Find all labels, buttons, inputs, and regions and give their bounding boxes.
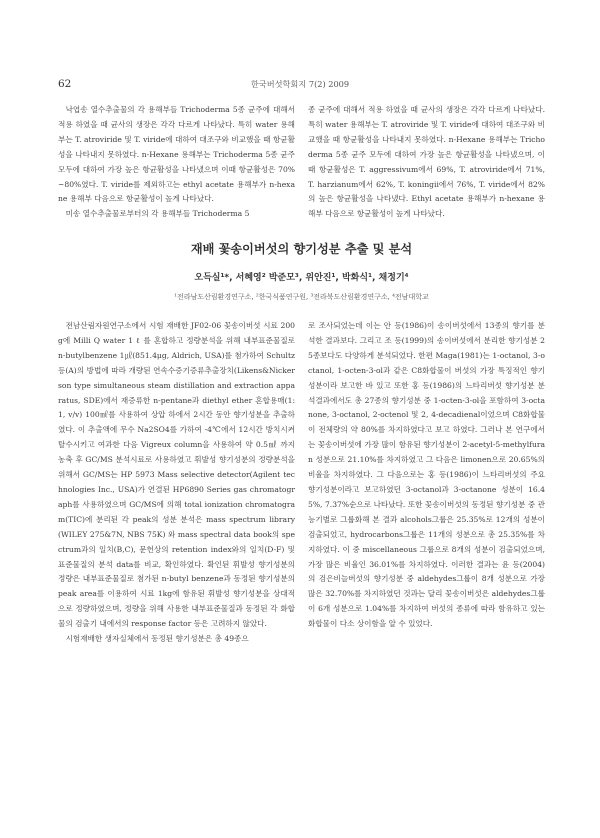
affiliation-list: ¹전라남도산림환경연구소, ²한국식품연구원, ³전라북도산림환경연구소, ⁴전남대학교 bbox=[174, 293, 429, 301]
running-header bbox=[58, 78, 542, 92]
previous-abstract-right-column bbox=[308, 103, 545, 222]
paragraph: 종 균주에 대해서 적용 하였을 때 균사의 생장은 각각 다르게 나타났다. 특히 water 용해부는 T. atroviride 및 T. viride에 대하여 대조구와 비교했을 때 항균활성을 나타내지 못하였다. n-Hexane 용해부는 Trichoderma 5종 균주 모두에 대하여 가장 높은 항균활성을 나타냈으며, 이때 항균활성은 T. aggressivum에서 69%, T. atroviride에서 71%, T. harzianum에서 62%, T. koningii에서 76%, T. viride에서 82%의 높은 항균활성을 나타냈다. Ethyl acetate 용해부가 n-hexane 용해부 다음으로 항균활성이 높게 나타났다. bbox=[308, 105, 545, 219]
author-list: 오득실¹*, 서혜영² 박준모³, 위안진¹, 박화식¹, 채정기⁴ bbox=[194, 273, 409, 283]
paragraph: 전남산림자원연구소에서 시험 재배한 JF02-06 꽃송이버섯 시료 200g에 Milli Q water 1 ℓ 를 혼합하고 정량분석을 위해 내부표준물질로 n-butylbenzene 1㎕(851.4μg, Aldrich, USA)를 첨가하여 Schultz 등(A)의 방법에 따라 개량된 연속수증기증류추출장치(Likens&Nickerson type simultaneous steam distillation and extraction apparatus, SDE)에서 재증류한 n-pentane과 diethyl ether 혼합용매(1:1, v/v) 100㎖를 사용하여 상압 하에서 2시간 동안 향기성분을 추출하였다. 이 추출액에 무수 Na2SO4를 가하여 -4℃에서 12시간 방치시켜 탈수시키고 여과한 다음 Vigreux column을 사용하여 약 0.5㎖ 까지 농축 후 GC/MS 분석시료로 사용하였고 휘발성 향기성분의 정량분석을 위해서 GC/MS는 HP 5973 Mass selective detector(Agilent technologies Inc., USA)가 연결된 HP6890 Series gas chromatograph를 사용하였으며 GC/MS에 의해 total ionization chromatogram(TIC)에 분리된 각 peak의 성분 분석은 mass spectrum library(WILEY 275&7N, NBS 75K) 와 mass spectral data book의 spectrum과의 일치(B,C), 문헌상의 retention index와의 일치(D-F) 및 표준물질의 분석 data를 비교, 확인하였다. 확인된 휘발성 향기성분의 정량은 내부표준물질로 첨가된 n-butyl benzene과 동정된 향기성분의 peak area를 이용하여 시료 1kg에 함유된 휘발성 향기성분을 상대적으로 정량하였으며, 정량을 위해 사용한 내부표준물질과 동정된 각 화합물의 검출기 내에서의 response factor 등은 고려하지 않았다. bbox=[58, 321, 295, 629]
abstract-left-column bbox=[58, 319, 295, 647]
abstract-right-column bbox=[308, 319, 545, 632]
paragraph: 미송 열수추출물로부터의 각 용해부들 Trichoderma 5 bbox=[65, 209, 250, 219]
abstract-title: 재배 꽃송이버섯의 향기성분 추출 및 분석 bbox=[190, 242, 413, 256]
paragraph: 낙엽송 열수추출물의 각 용해부들 Trichoderma 5종 균주에 대해서 적용 하였을 때 균사의 생장은 각각 다르게 나타났다. 특히 water 용해부는 T. atroviride 및 T. viride에 대하여 대조구와 비교했을 때 항균활성을 나타내지 못하였다. n-Hexane 용해부는 Trichoderma 5종 균주 모두에 대하여 가장 높은 항균활성을 나타냈으며 이때 항균활성은 70%~80%였다. T. viride를 제외하고는 ethyl acetate 용해부가 n-hexane 용해부 다음으로 항균활성이 높게 나타났다. bbox=[58, 105, 295, 204]
paragraph: 로 조사되었는데 이는 안 등(1986)이 송이버섯에서 13종의 향기를 분석한 결과보다. 그리고 조 등(1999)의 송이버섯에서 분리한 향기성분 25종보다도 다양하게 분석되었다. 한편 Maga(1981)는 1-octanol, 3-octanol, 1-octen-3-ol과 같은 C8화합물이 버섯의 가장 특징적인 향기 성분이라 보고한 바 있고 또한 홍 등(1986)의 느타리버섯 향기성분 분석결과에서도 총 27종의 향기성분 중 1-octen-3-ol을 포함하여 3-octanone, 3-octanol, 2-octenol 및 2, 4-decadienal이었으며 C8화합물이 전체량의 약 80%를 차지하였다고 보고 하였다. 그러나 본 연구에서는 꽃송이버섯에 가장 많이 함유된 향기성분이 2-acetyl-5-methylfuran 성분으로 21.10%를 차지하였고 그 다음은 limonen으로 20.65%의 비율을 차지하였다. 그 다음으로는 홍 등(1986)이 느타리버섯의 주요 향기성분이라고 보고하였던 3-octanol과 3-octanone 성분이 16.45%, 7.37%순으로 나타났다. 또한 꽃송이버섯의 동정된 향기성분 중 관능기별로 그룹화해 본 결과 alcohols그룹은 25.35%로 12개의 성분이 검출되었고, hydrocarbons그룹은 11개의 성분으로 총 25.35%를 차지하였다. 이 중 miscellaneous 그룹으로 8개의 성분이 검출되었으며, 가장 많은 비율인 36.01%를 차지하였다. 이러한 결과는 윤 등(2004)의 검은비늘버섯의 향기성분 중 aldehydes그룹이 8개 성분으로 가장 많은 32.70%를 차지하였던 것과는 달리 꽃송이버섯은 aldehydes그룹이 6개 성분으로 1.04%를 차지하여 버섯의 종류에 따라 함유하고 있는 화합물이 다소 상이함을 알 수 있었다. bbox=[308, 321, 545, 629]
previous-abstract-left-column bbox=[58, 103, 295, 222]
paragraph: 시험재배한 생자실체에서 동정된 향기성분은 총 49종으 bbox=[65, 634, 249, 644]
journal-citation: 한국버섯학회지 7(2) 2009 bbox=[250, 79, 350, 89]
page-number: 62 bbox=[58, 78, 72, 90]
